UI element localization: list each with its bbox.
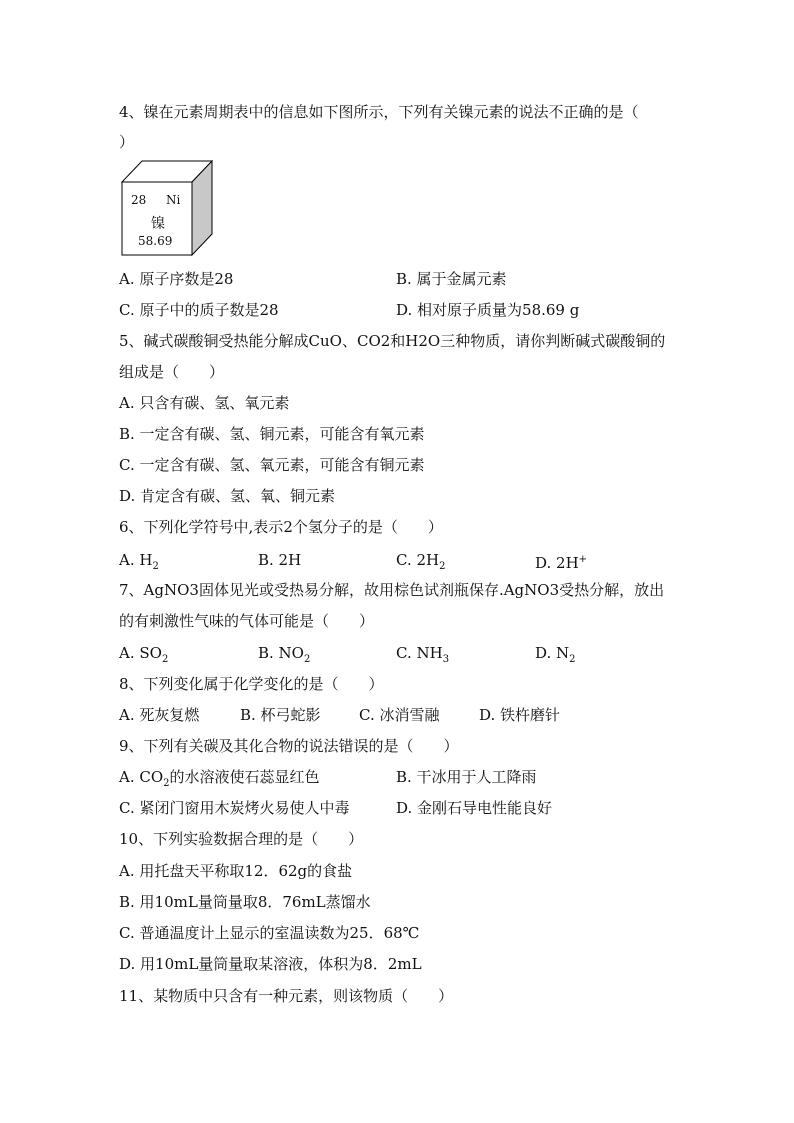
q4-stem-line1: 4、镍在元素周期表中的信息如下图所示，下列有关镍元素的说法不正确的是（	[119, 103, 639, 121]
q11-stem: 11、某物质中只含有一种元素，则该物质（ ）	[119, 987, 454, 1005]
q9-option-c: C. 紧闭门窗用木炭烤火易使人中毒	[119, 799, 350, 817]
q4-stem-line2: ）	[119, 133, 135, 151]
q4-option-b: B. 属于金属元素	[396, 270, 507, 288]
q6-option-a: A. $H_2$	[119, 551, 159, 572]
q7-stem-line2: 的有刺激性气味的气体可能是（ ）	[119, 612, 375, 630]
element-symbol: Ni	[166, 193, 181, 207]
element-name: 镍	[151, 216, 165, 232]
q7-option-c: C. $NH_3$	[396, 644, 450, 665]
q6-option-c: C. $2H_2$	[396, 551, 446, 572]
q7-option-b: B. $NO_2$	[258, 644, 311, 665]
atomic-number: 28	[131, 193, 147, 207]
q5-stem-line2: 组成是（ ）	[119, 363, 225, 381]
q6-option-b: B. 2H	[258, 551, 302, 569]
q8-stem: 8、下列变化属于化学变化的是（ ）	[119, 675, 384, 693]
q10-option-d: D. 用10mL量筒量取某溶液，体积为8．2mL	[119, 955, 422, 973]
q7-option-a: A. $SO_2$	[119, 644, 169, 665]
q7-option-d: D. $N_2$	[535, 644, 576, 665]
q9-option-b: B. 干冰用于人工降雨	[396, 768, 537, 786]
q10-option-c: C. 普通温度计上显示的室温读数为25．68℃	[119, 924, 420, 942]
q8-option-d: D. 铁杵磨针	[479, 706, 561, 724]
q10-stem: 10、下列实验数据合理的是（ ）	[119, 830, 364, 848]
q8-option-b: B. 杯弓蛇影	[240, 706, 321, 724]
q6-option-d: D. 2H+	[535, 554, 588, 572]
nickel-element-box	[121, 160, 213, 256]
q7-stem-line1: 7、AgNO3固体见光或受热易分解，故用棕色试剂瓶保存.AgNO3受热分解，放出	[119, 581, 665, 599]
q5-option-a: A. 只含有碳、氢、氧元素	[119, 394, 290, 412]
q5-stem-line1: 5、碱式碳酸铜受热能分解成CuO、CO2和H2O三种物质，请你判断碱式碳酸铜的	[119, 332, 666, 350]
q9-option-d: D. 金刚石导电性能良好	[396, 799, 553, 817]
q10-option-a: A. 用托盘天平称取12．62g的食盐	[119, 862, 353, 880]
q5-option-d: D. 肯定含有碳、氢、氧、铜元素	[119, 487, 336, 505]
q4-option-d: D. 相对原子质量为58.69 g	[396, 301, 580, 319]
q5-option-c: C. 一定含有碳、氢、氧元素，可能含有铜元素	[119, 456, 425, 474]
q8-option-c: C. 冰消雪融	[359, 706, 440, 724]
q6-stem: 6、下列化学符号中,表示2个氢分子的是（ ）	[119, 518, 443, 536]
atomic-mass: 58.69	[138, 234, 173, 248]
q10-option-b: B. 用10mL量筒量取8．76mL蒸馏水	[119, 893, 371, 911]
q9-stem: 9、下列有关碳及其化合物的说法错误的是（ ）	[119, 737, 459, 755]
q5-option-b: B. 一定含有碳、氢、铜元素，可能含有氧元素	[119, 425, 425, 443]
q8-option-a: A. 死灰复燃	[119, 706, 200, 724]
q4-option-a: A. 原子序数是28	[119, 270, 234, 288]
q4-option-c: C. 原子中的质子数是28	[119, 301, 279, 319]
q9-option-a: A. $CO_2$的水溶液使石蕊显红色	[119, 768, 320, 789]
